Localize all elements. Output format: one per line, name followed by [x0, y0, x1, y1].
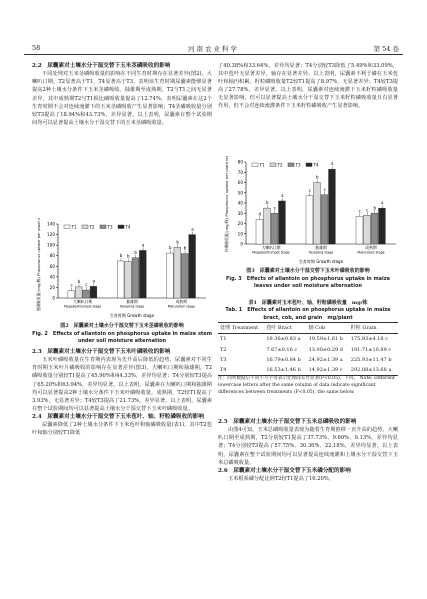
bar-T2 — [264, 208, 271, 244]
table-row — [218, 355, 398, 365]
y-tick-label: 20 — [49, 284, 55, 290]
significance-letter: a — [191, 226, 194, 232]
category-label-en: Megabelltrumpet stage — [252, 250, 290, 255]
table-cell: T2 — [220, 346, 227, 353]
bar-T2 — [75, 287, 82, 298]
table-cell: 14.92±1.39 c — [308, 367, 343, 374]
table-1-header-0: 处理 Treatment — [220, 324, 259, 331]
journal-title: 河南农业科学 — [188, 45, 239, 53]
bar-T2 — [364, 215, 371, 244]
section-2-4-body: 尿囊素降低了2种土壤水分条件下玉米苞叶和轴磷吸收量(表1)，其中T2苞叶和轴分别较T1降低 — [32, 422, 212, 437]
significance-letter: a — [381, 200, 384, 206]
table-cell: 24.92±1.39 a — [308, 356, 343, 363]
legend-swatch-T4 — [306, 163, 312, 167]
legend-label: T4 — [313, 162, 319, 168]
figure-3-caption: 图3 尿囊素对土壤水分干湿交替下玉米叶磷吸收的影响 — [246, 268, 370, 274]
right-column-top — [218, 62, 398, 111]
table-1-header-1: 苞叶 Bract — [266, 324, 292, 331]
significance-letter: d — [258, 211, 262, 217]
bar-T1 — [117, 261, 124, 298]
category-label: 大喇叭口期 — [73, 299, 93, 304]
y-tick-label: 80 — [49, 253, 55, 259]
section-2-4-continued: 了40.38%和33.64%，差异均显著；T4分别较T3降低了5.49%和33.09%，其中苞叶无显著差异，轴存在显著差异。以上表明，尿囊素不利于磷在玉米苞叶和轴内积累。籽粒磷吸收量T2较T1提高了8.97%，无显著差异；T4较T3提高了27.78%，差异显著。以上表明，尿囊素对连续淹灌下玉米籽粒磷吸收量无显著影响，但可以显著提高土壤水分干湿交替下玉米籽粒磷吸收量且有显著作用，但不会对连续淹灌条件下玉米籽粒磷吸收产生显著影响。 — [218, 63, 398, 110]
bar-T4 — [189, 235, 196, 298]
bar-T2 — [174, 247, 181, 298]
table-cell: T3 — [220, 356, 227, 363]
table-1-header-2: 轴 Cob — [308, 324, 326, 331]
table-1-block — [218, 300, 398, 397]
significance-letter: b — [373, 205, 377, 211]
significance-letter: c — [85, 282, 88, 288]
category-label-en: Tasseling stage — [119, 304, 145, 309]
significance-letter: b — [134, 249, 137, 255]
left-column-top — [32, 62, 212, 127]
bar-T3 — [83, 290, 90, 298]
y-axis-label: 茎磷吸收量/(mg/株) Phosphorus uptake per plant stem — [36, 218, 41, 312]
category-label-en: Tasseling stage — [308, 250, 334, 255]
y-tick-label: 0 — [240, 241, 243, 247]
significance-letter: b — [119, 253, 123, 258]
legend-label: T3 — [107, 224, 113, 230]
table-1-caption-en: Tab. 1 Effects of allantoin on phosphorus uptake in maize bract, cob, and grain mg/plant — [225, 307, 391, 321]
legend-swatch-T4 — [118, 225, 124, 229]
bar-T4 — [139, 250, 146, 298]
bar-T1 — [356, 216, 363, 244]
section-2-3-body: 玉米叶磷吸收量在生育期内表现为先升高后降低的趋势，尿囊素对不同生育时期玉米叶片磷吸收的影响存在显著差异(图3)。大喇叭口期和抽雄期，T2磷吸收量分别较T1提高了45.90%和44.33%，差异均显著；T4分别较T3提高了65.20%和63.94%，差异均显著。以上表明，尿囊素在大喇叭口期和抽雄期均可以显著提高2种土壤水分条件下玉米叶磷吸收量。成熟期，T2较T1提高了3.93%，无显著差异；T4较T3提高了21.73%，差异显著。以上表明，尿囊素在整个试验期间均可以显著提高土壤水分干湿交替下玉米叶磷吸收量。 — [32, 357, 212, 412]
legend-label: T2 — [89, 224, 95, 230]
y-tick-label: 30 — [237, 210, 243, 216]
y-tick-label: 50 — [237, 190, 243, 196]
significance-letter: c — [358, 208, 361, 214]
significance-letter: b — [265, 200, 269, 206]
y-tick-label: 40 — [49, 274, 55, 280]
volume-label: 第 54 卷 — [373, 45, 399, 53]
legend-label: T1 — [71, 224, 77, 230]
section-2-2-body: 不同处理对玉米茎磷吸收量的影响在不同生育时期存在显著差异(图2)。大喇叭口期，T2显著高于T1、T4显著高于T3，表明该生育时期尿囊素能够显著提高2种土壤水分条件下玉米茎磷吸收。抽雄期至成熟期，T2与T1之间无显著差异，其中成熟期T2与T1相比磷吸收量提高了12.74%，表明尿囊素在这2个生育时期不会对连续淹灌下的玉米茎磷吸收产生显著影响；T4茎磷吸收量分别较T3提高了18.94%和43.73%，差异显著。以上表明，尿囊素在整个试验期间均可以显著提高土壤水分干湿交替下的玉米茎磷吸收量。 — [32, 71, 212, 126]
page-number: 58 — [32, 44, 41, 52]
figure-2-chart — [34, 218, 210, 320]
table-1-note: 注：同列数据后不同小写字母表示处理间差异显著(P<0.05)，下同。 Note: Different lowercase letters after the same column of data indicate significant differences between treatments (P<0.05), the same below. — [218, 376, 395, 395]
table-cell: T4 — [220, 367, 227, 374]
significance-letter: c — [323, 186, 326, 192]
x-axis-label: 生育时期 Growth stage — [109, 313, 155, 318]
bar-T3 — [321, 195, 328, 244]
bar-T4 — [90, 286, 97, 298]
category-label: 抽雄期 — [315, 245, 327, 250]
significance-letter: c — [308, 187, 311, 193]
significance-letter: b — [176, 239, 179, 245]
legend-label: T4 — [125, 224, 131, 230]
running-header — [24, 42, 403, 55]
y-tick-label: 0 — [52, 295, 55, 301]
bar-T1 — [306, 196, 313, 244]
y-axis-label: 叶磷吸收量/(mg/株) Phosphorus uptake per plant leaf — [224, 156, 229, 253]
table-1-caption: 表1 尿囊素对玉米苞叶、轴、籽粒磷吸收量 mg/株 — [248, 300, 368, 306]
significance-letter: b — [77, 278, 81, 284]
table-cell: 175.93±4.18 c — [350, 336, 388, 343]
y-tick-label: 120 — [47, 232, 55, 238]
y-tick-label: 20 — [237, 221, 243, 226]
table-cell: 16.53±1.46 b — [266, 367, 301, 374]
section-2-4-title: 2.4 尿囊素对土壤水分干湿交替下玉米苞叶、轴、籽粒磷吸收的影响 — [32, 413, 204, 420]
figure-2-caption: 图2 尿囊素对土壤水分干湿交替下玉米茎磷吸收的影响 — [60, 323, 184, 329]
category-label-en: Megabelltrumpet stage — [64, 304, 102, 309]
table-cell: 19.36±0.83 a — [266, 336, 301, 343]
y-tick-label: 60 — [49, 263, 55, 269]
significance-letter: b — [183, 245, 187, 251]
legend-swatch-T2 — [270, 163, 276, 167]
table-cell: 7.67±0.16 c — [266, 346, 298, 353]
legend-label: T1 — [259, 162, 265, 168]
y-tick-label: 80 — [237, 159, 243, 165]
significance-letter: a — [331, 161, 334, 167]
section-2-2-title: 2.2 尿囊素对土壤水分干湿交替下玉米茎磷吸收的影响 — [32, 63, 171, 69]
legend-swatch-T3 — [288, 163, 294, 167]
bar-T2 — [125, 262, 132, 298]
significance-letter: b — [127, 253, 130, 259]
significance-letter: b — [315, 174, 319, 180]
y-tick-label: 60 — [237, 180, 243, 185]
y-tick-label: 10 — [237, 231, 243, 237]
figure-3-chart — [222, 156, 400, 266]
significance-letter: c — [273, 205, 276, 211]
figure-2-caption-en: Fig. 2 Effects of allantoin on phosphorus uptake in maize stem under soil moisture alternation — [32, 330, 212, 345]
bar-T3 — [132, 258, 139, 298]
table-row — [218, 365, 398, 376]
table-row — [218, 334, 398, 345]
bar-T3 — [271, 213, 278, 244]
legend-label: T2 — [277, 162, 283, 168]
category-label: 成熟期 — [175, 299, 188, 304]
legend-swatch-T1 — [252, 163, 258, 167]
category-label: 抽雄期 — [126, 299, 138, 304]
table-cell: T1 — [220, 336, 227, 343]
section-2-3-title: 2.3 尿囊素对土壤水分干湿交替下玉米叶磷吸收的影响 — [32, 349, 171, 355]
bar-T3 — [181, 254, 188, 298]
legend-swatch-T1 — [64, 225, 70, 229]
significance-letter: a — [281, 192, 284, 198]
significance-letter: a — [92, 278, 95, 284]
bar-T3 — [371, 213, 378, 244]
left-column-bottom — [32, 348, 212, 437]
section-2-6-title: 2.6 尿囊素对土壤水分干湿交替下玉米磷分配的影响 — [218, 467, 351, 474]
table-row — [218, 344, 398, 354]
figure-3-caption-en: Fig. 3 Effects of allantoin on phosphorus uptake in maize leaves under soil moisture alternation — [225, 275, 391, 290]
significance-letter: a — [141, 242, 145, 248]
legend-label: T3 — [295, 162, 301, 168]
table-cell: 16.79±0.84 b — [266, 356, 301, 363]
significance-letter: b — [168, 245, 172, 251]
table-cell: 13.00±0.29 d — [308, 346, 343, 353]
category-label-en: Maturation stage — [357, 250, 385, 255]
bar-T1 — [256, 219, 263, 244]
category-label: 成熟期 — [365, 245, 377, 250]
table-cell: 225.93±11.47 b — [350, 356, 392, 363]
fig2-svg — [34, 218, 210, 320]
bar-T2 — [314, 183, 321, 245]
significance-letter: c — [366, 207, 369, 213]
table-1 — [218, 322, 398, 376]
figure-3-caption-block — [218, 268, 398, 291]
y-tick-label: 40 — [237, 200, 243, 206]
section-2-5-body: 由图4可知，玉米总磷吸收量表现为随着生育期推移一直升高的趋势。大喇叭口期至成熟期，T2分别较T1提高了37.73%、9.60%、9.13%，差异均显著；T4分别较T3提高了57.75%、30.36%、22.18%，差异均显著。以上表明，尿囊素在整个试验期间均可以显著提高连续淹灌和土壤水分干湿交替下玉米总磷吸收量。 — [218, 427, 398, 466]
bar-T1 — [167, 253, 174, 298]
category-label-en: Maturation stage — [167, 304, 195, 309]
table-cell: 191.71±10.89 c — [350, 346, 392, 353]
bar-T4 — [329, 169, 336, 244]
y-tick-label: 140 — [47, 221, 55, 227]
legend-swatch-T3 — [100, 225, 106, 229]
section-2-6-body: 玉米根系磷分配比例T2较T1提高了16.20%， — [228, 476, 334, 483]
legend-swatch-T2 — [82, 225, 88, 229]
bar-T4 — [379, 208, 386, 244]
y-tick-label: 100 — [47, 242, 55, 248]
table-1-header-3: 籽粒 Grain — [350, 324, 377, 331]
significance-letter: c — [70, 282, 73, 288]
table-cell: 292.88±13.68 a — [350, 367, 392, 374]
x-axis-label: 生育时期 Growth stage — [298, 259, 344, 264]
bar-T4 — [279, 201, 286, 244]
fig3-svg — [222, 156, 400, 266]
bar-T1 — [68, 291, 75, 298]
right-column-bottom — [218, 418, 398, 483]
figure-2-caption-block — [32, 323, 212, 346]
category-label: 大喇叭口期 — [261, 245, 281, 250]
section-2-5-title: 2.5 尿囊素对土壤水分干湿交替下玉米总磷吸收的影响 — [218, 419, 357, 425]
y-tick-label: 70 — [237, 169, 243, 175]
table-cell: 19.59±1.61 b — [308, 336, 343, 343]
